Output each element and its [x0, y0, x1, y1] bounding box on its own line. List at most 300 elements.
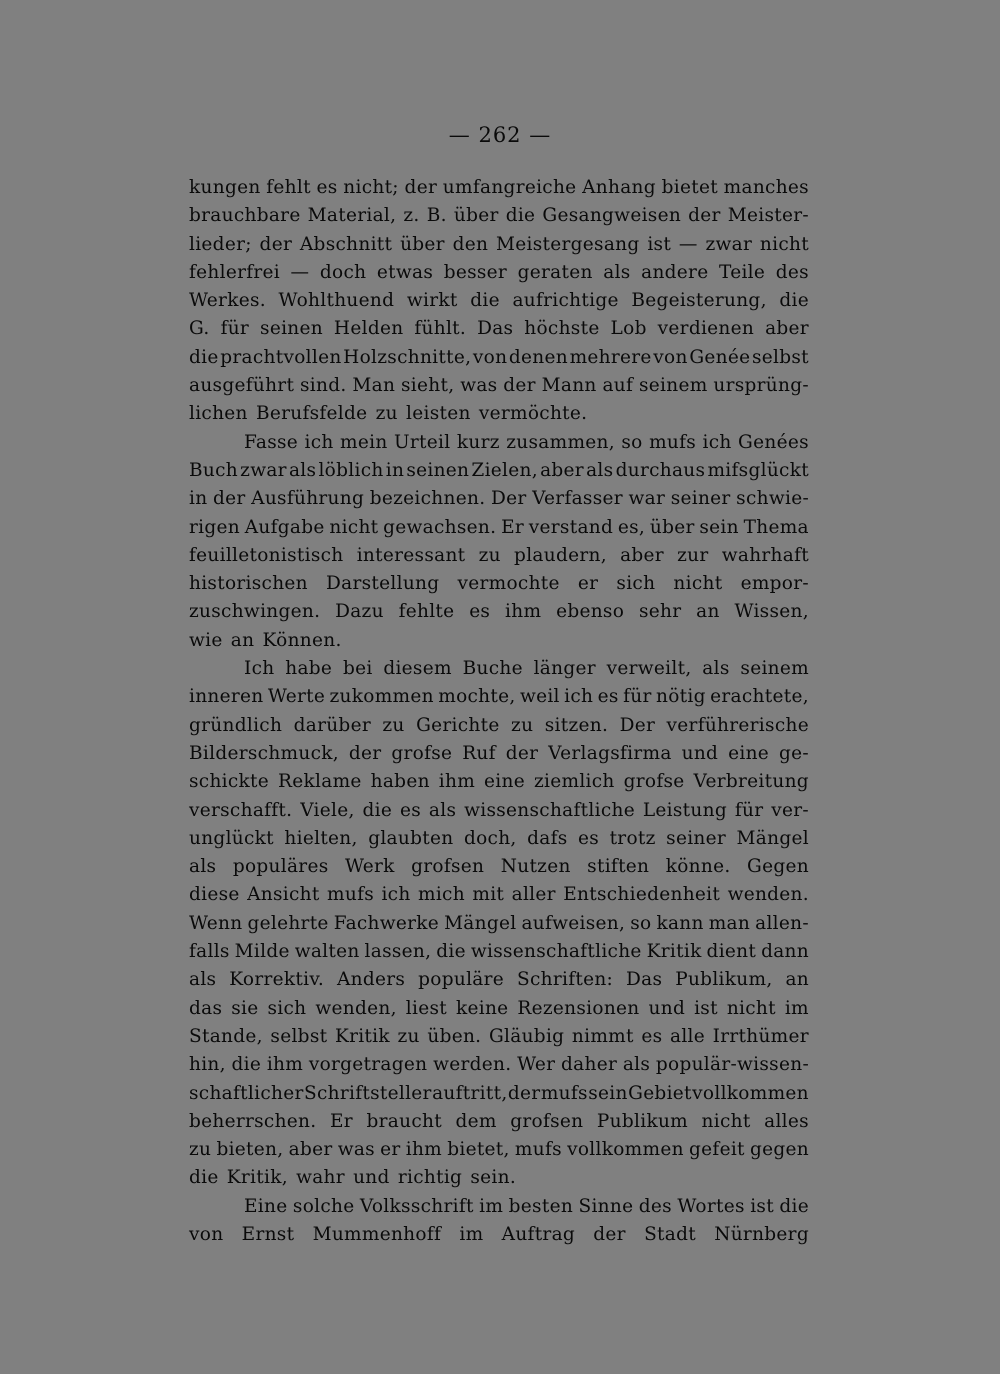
word: solche	[292, 1195, 355, 1217]
word: mufs	[514, 1139, 562, 1161]
word: ich	[381, 884, 411, 906]
word: selbst	[270, 1025, 328, 1047]
word: Ansicht	[247, 884, 320, 906]
word: Werkes.	[189, 290, 266, 312]
word: G.	[189, 318, 210, 340]
word: Dazu	[335, 601, 384, 623]
word: Werte	[267, 686, 326, 708]
word: ge-	[778, 742, 809, 764]
word: Schriften:	[516, 969, 614, 991]
word: mufs	[327, 884, 375, 906]
word: Werk	[344, 856, 395, 878]
word: über	[453, 205, 499, 227]
word: Genée	[689, 346, 751, 368]
word: über	[400, 233, 445, 255]
word: Er	[501, 516, 525, 538]
word: üben.	[427, 1025, 482, 1047]
word: von	[472, 346, 508, 368]
word: die	[779, 290, 809, 312]
word: andere	[641, 261, 709, 283]
word: Abschnitt	[299, 233, 393, 255]
word: Reklame	[278, 771, 362, 793]
word: brauchbare	[189, 205, 301, 227]
text-line	[189, 542, 809, 570]
word: rigen	[189, 516, 240, 538]
text-line	[189, 655, 809, 683]
word: wissenschaftliche	[470, 941, 642, 963]
word: ihm	[505, 601, 542, 623]
word: Viele,	[300, 799, 355, 821]
text-line	[189, 514, 809, 542]
word: Gesangweisen	[542, 205, 682, 227]
word: denen	[508, 346, 568, 368]
word: Leistung	[642, 799, 727, 821]
word: seiner	[666, 827, 727, 849]
word: zu	[511, 714, 534, 736]
word: ihm	[438, 771, 476, 793]
text-line	[189, 1051, 809, 1079]
text-line	[189, 485, 809, 513]
word: historischen	[189, 573, 308, 595]
word: Er	[330, 1110, 353, 1132]
word: Ruf	[462, 742, 496, 764]
word: besser	[443, 261, 508, 283]
word: diese	[189, 884, 240, 906]
word: über	[649, 516, 695, 538]
text-line	[189, 1221, 809, 1249]
word: des	[638, 1195, 672, 1217]
text-line	[189, 683, 809, 711]
word: zwar	[705, 233, 753, 255]
word: Der	[490, 488, 527, 510]
word: es,	[617, 516, 646, 538]
word: nicht	[701, 1110, 751, 1132]
word: verführerische	[666, 714, 809, 736]
word: Gläubig	[488, 1025, 565, 1047]
word: vermochte	[457, 573, 560, 595]
word: von	[653, 346, 688, 368]
word: nimmt	[571, 1025, 634, 1047]
word: etwas	[376, 261, 434, 283]
word: Nutzen	[500, 856, 571, 878]
word: so	[630, 912, 652, 934]
word: Ernst	[241, 1223, 295, 1245]
word: wirkt	[406, 290, 458, 312]
word: höchste	[524, 318, 600, 340]
word: ursprüng-	[713, 375, 809, 397]
word: gegen	[749, 1139, 809, 1161]
word: verdienen	[657, 318, 755, 340]
word: dem	[455, 1110, 497, 1132]
word: Nürnberg	[714, 1223, 809, 1245]
word: seinen	[260, 318, 323, 340]
word: zu	[478, 544, 501, 566]
word: falls	[189, 941, 230, 963]
body-text	[189, 174, 809, 1249]
word: sich	[267, 997, 307, 1019]
text-line	[189, 740, 809, 768]
text-line	[189, 853, 809, 881]
word: mochte,	[438, 686, 516, 708]
word: könne.	[665, 856, 731, 878]
word: ist	[750, 1195, 774, 1217]
word: hin,	[189, 1054, 226, 1076]
word: sehr	[638, 601, 682, 623]
word: Wissen,	[734, 601, 809, 623]
word: wahrhaft	[721, 544, 809, 566]
word: ist	[694, 997, 718, 1019]
word: ist	[647, 233, 672, 255]
word: den	[452, 233, 489, 255]
word: Entschiedenheit	[563, 884, 721, 906]
word: zur	[677, 544, 709, 566]
word: Ausführung	[251, 488, 365, 510]
word: ich	[702, 431, 732, 453]
word: Urteil	[393, 431, 451, 453]
word: für	[220, 318, 250, 340]
word: ver-	[771, 799, 809, 821]
word: gewachsen.	[383, 516, 497, 538]
word: es	[597, 686, 619, 708]
word: vollkommen	[567, 1139, 684, 1161]
word: doch,	[463, 827, 517, 849]
word: was	[337, 1139, 375, 1161]
word: dafs	[527, 827, 568, 849]
word: eine	[728, 742, 770, 764]
word: für	[734, 799, 764, 821]
word: seinem	[638, 375, 708, 397]
word: auf	[602, 375, 634, 397]
word: geraten	[517, 261, 593, 283]
text-line	[189, 825, 809, 853]
word: weil	[519, 686, 560, 708]
word: Eine	[244, 1195, 288, 1217]
word: Mängel	[736, 827, 809, 849]
text-line	[189, 1023, 809, 1051]
word: der	[213, 488, 246, 510]
word: Mann	[541, 375, 597, 397]
word: Kritik	[646, 941, 702, 963]
word: als	[702, 658, 730, 680]
text-line	[189, 1108, 809, 1136]
word: kungen	[189, 177, 261, 198]
word: liest	[405, 997, 447, 1019]
word: seinem	[740, 658, 809, 680]
word: Material,	[307, 205, 397, 227]
word: keine	[455, 997, 509, 1019]
word: bei	[342, 658, 373, 680]
word: auftritt,	[432, 1082, 508, 1104]
word: Meister-	[727, 205, 809, 227]
word: Stande,	[189, 1025, 263, 1047]
word: Irrthümer	[712, 1025, 809, 1047]
text-line	[189, 570, 809, 598]
word: Zielen,	[471, 459, 538, 481]
word: sieht,	[400, 375, 455, 397]
word: bietet,	[447, 1139, 510, 1161]
word: schaftlicher	[189, 1082, 304, 1104]
word: verweilt,	[606, 658, 692, 680]
word: Helden	[333, 318, 404, 340]
word: Publikum,	[675, 969, 773, 991]
word: und	[648, 997, 686, 1019]
word: Thema	[743, 516, 809, 538]
text-line: lichen Berufsfelde zu leisten vermöchte.	[189, 403, 588, 425]
word: als	[189, 969, 217, 991]
word: die	[505, 205, 536, 227]
word: Holzschnitte,	[343, 346, 472, 368]
word: Begeisterung,	[631, 290, 767, 312]
word: im	[459, 1223, 484, 1245]
word: erachtete,	[710, 686, 809, 708]
word: ich	[304, 431, 334, 453]
word: mich	[418, 884, 465, 906]
word: ich	[564, 686, 594, 708]
word: aber	[620, 544, 664, 566]
word: alle	[670, 1025, 706, 1047]
word: trotz	[609, 827, 656, 849]
word: seinen	[406, 459, 470, 481]
word: und	[681, 742, 719, 764]
word: Korrektiv.	[229, 969, 325, 991]
word: nicht	[759, 233, 809, 255]
word: der	[507, 1082, 541, 1104]
word: Fachwerke	[333, 912, 440, 934]
word: dient	[706, 941, 757, 963]
word: Darstellung	[326, 573, 440, 595]
word: von	[189, 1223, 224, 1245]
text-line	[189, 287, 809, 315]
word: zu	[397, 1025, 420, 1047]
word: populäre	[418, 969, 505, 991]
word: sein	[588, 1082, 628, 1104]
word: nicht	[673, 573, 723, 595]
word: Volksschrift	[359, 1195, 474, 1217]
text-line	[189, 259, 809, 287]
word: Fasse	[244, 431, 299, 453]
word: im	[479, 1195, 504, 1217]
word: wenden.	[727, 884, 809, 906]
word: lassen,	[364, 941, 432, 963]
word: als	[603, 261, 631, 283]
word: prachtvollen	[220, 346, 342, 368]
word: diesem	[383, 658, 452, 680]
word: habe	[285, 658, 333, 680]
word: sind.	[300, 375, 347, 397]
word: des	[775, 261, 809, 283]
word: Genées	[738, 431, 809, 453]
word: an	[785, 969, 809, 991]
word: nötig	[656, 686, 706, 708]
word: Stadt	[644, 1223, 696, 1245]
text-line	[189, 995, 809, 1023]
word: seiner	[670, 488, 731, 510]
word: selbst	[751, 346, 809, 368]
text-line: die Kritik, wahr und richtig sein.	[189, 1167, 517, 1189]
word: ebenso	[556, 601, 625, 623]
word: die	[436, 941, 466, 963]
text-line	[189, 429, 809, 457]
word: vollkommen	[692, 1082, 809, 1104]
word: Aufgabe	[244, 516, 325, 538]
word: die	[231, 1054, 262, 1076]
text-line	[189, 202, 809, 230]
word: mufs	[540, 1082, 588, 1104]
word: z.	[403, 205, 420, 227]
text-line	[189, 1136, 809, 1164]
word: es	[400, 799, 422, 821]
word: mufs	[649, 431, 697, 453]
word: Man	[352, 375, 396, 397]
word: interessant	[356, 544, 466, 566]
word: sich	[616, 573, 656, 595]
word: es	[316, 177, 338, 198]
word: B.	[426, 205, 447, 227]
word: in	[189, 488, 208, 510]
word: für	[623, 686, 652, 708]
text-line	[189, 797, 809, 825]
word: doch	[319, 261, 367, 283]
word: zu	[382, 714, 405, 736]
word: Verbreitung	[693, 771, 809, 793]
word: Wohlthuend	[278, 290, 395, 312]
word: —	[678, 233, 698, 255]
word: inneren	[189, 686, 264, 708]
word: der	[404, 177, 438, 198]
word: eine	[484, 771, 525, 793]
word: verstand	[528, 516, 614, 538]
word: kann	[656, 912, 704, 934]
word: es	[469, 601, 491, 623]
word: zu	[189, 1139, 212, 1161]
word: fehlt	[266, 177, 311, 198]
word: an	[696, 601, 720, 623]
text-line	[189, 372, 809, 400]
text-line	[189, 881, 809, 909]
word: Auftrag	[501, 1223, 576, 1245]
word: in	[385, 459, 405, 481]
word: zusammen,	[506, 431, 615, 453]
word: als	[622, 1054, 651, 1076]
word: wenden,	[315, 997, 397, 1019]
word: schwie-	[736, 488, 809, 510]
word: Milde	[234, 941, 290, 963]
word: aufrichtige	[512, 290, 619, 312]
word: dann	[761, 941, 809, 963]
word: zuschwingen.	[189, 601, 321, 623]
word: braucht	[366, 1110, 442, 1132]
word: Gerichte	[416, 714, 500, 736]
word: im	[784, 997, 809, 1019]
word: die	[470, 290, 500, 312]
word: Meistergesang	[496, 233, 640, 255]
word: mein	[340, 431, 388, 453]
word: plaudern,	[514, 544, 607, 566]
word: stiften	[587, 856, 650, 878]
word: bezeichnen.	[369, 488, 486, 510]
word: er	[380, 1139, 401, 1161]
word: durchaus	[615, 459, 706, 481]
word: gefeit	[689, 1139, 745, 1161]
word: Mummenhoff	[312, 1223, 442, 1245]
word: als	[428, 799, 457, 821]
word: so	[621, 431, 643, 453]
word: schickte	[189, 771, 270, 793]
word: allen-	[755, 912, 809, 934]
text-line	[189, 910, 809, 938]
word: zwar	[240, 459, 287, 481]
word: glaubten	[368, 827, 454, 849]
word: Sinne	[578, 1195, 634, 1217]
word: grofsen	[510, 1110, 584, 1132]
word: ausgeführt	[189, 375, 295, 397]
word: grofse	[391, 742, 453, 764]
word: Bilderschmuck,	[189, 742, 339, 764]
word: Buch	[189, 459, 238, 481]
word: mehrere	[569, 346, 652, 368]
word: der	[593, 1223, 626, 1245]
word: er	[577, 573, 599, 595]
page-number: — 262 —	[448, 123, 552, 147]
word: Das	[477, 318, 514, 340]
word: empor-	[740, 573, 809, 595]
word: Verfasser	[532, 488, 623, 510]
word: Der	[619, 714, 656, 736]
word: feuilletonistisch	[189, 544, 344, 566]
word: das	[189, 997, 223, 1019]
word: grofse	[623, 771, 685, 793]
text-line: wie an Können.	[189, 629, 342, 651]
word: der	[505, 742, 539, 764]
word: aber	[765, 318, 809, 340]
word: gründlich	[189, 714, 283, 736]
word: Schriftsteller	[303, 1082, 432, 1104]
word: unglückt	[189, 827, 274, 849]
word: Verlagsfirma	[548, 742, 672, 764]
word: Wenn	[189, 912, 243, 934]
word: walten	[294, 941, 360, 963]
word: nicht	[329, 516, 379, 538]
word: Ich	[244, 658, 275, 680]
word: als	[288, 459, 317, 481]
word: populär-wissen-	[655, 1054, 809, 1076]
word: man	[708, 912, 751, 934]
word: sie	[231, 997, 259, 1019]
word: Mängel	[444, 912, 517, 934]
word: aber	[540, 459, 584, 481]
text-line	[189, 712, 809, 740]
word: Gebiet	[628, 1082, 692, 1104]
word: —	[290, 261, 310, 283]
word: vorgetragen	[308, 1054, 428, 1076]
word: es	[578, 827, 600, 849]
word: der	[259, 233, 293, 255]
word: wissenschaftliche	[464, 799, 635, 821]
text-line	[189, 768, 809, 796]
word: ihm	[405, 1139, 443, 1161]
word: sein	[699, 516, 739, 538]
word: lieder;	[189, 233, 252, 255]
word: grofsen	[411, 856, 485, 878]
word: verschafft.	[189, 799, 293, 821]
text-line	[189, 938, 809, 966]
word: daher	[561, 1054, 618, 1076]
word: Buche	[462, 658, 523, 680]
word: der	[348, 742, 382, 764]
word: aber	[288, 1139, 333, 1161]
word: Das	[626, 969, 663, 991]
word: Anhang	[582, 177, 656, 198]
